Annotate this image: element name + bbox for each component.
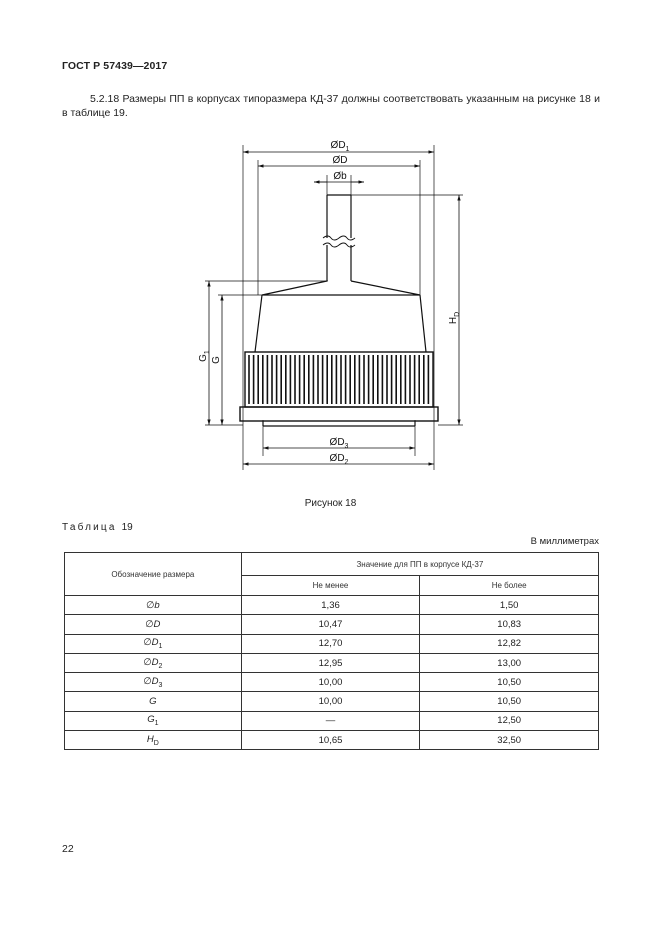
- param-subscript: 1: [158, 643, 163, 651]
- dim-label-d3-sub: 3: [344, 443, 349, 450]
- cell-max: 10,50: [420, 692, 599, 711]
- diameter-symbol: ∅: [143, 675, 152, 687]
- cell-param: [65, 615, 242, 634]
- dim-label-hd-sub: D: [454, 311, 461, 317]
- figure-caption: Рисунок 18: [304, 498, 357, 509]
- table-caption: [62, 522, 133, 533]
- header-max: Не более: [420, 576, 599, 596]
- cell-min: 10,47: [241, 615, 420, 634]
- table-row: [65, 634, 599, 653]
- param-symbol: H: [146, 733, 154, 745]
- cell-param: [65, 653, 242, 672]
- dim-label-hd: H: [448, 316, 459, 325]
- param-symbol: D: [151, 656, 159, 668]
- cell-param: [65, 692, 242, 711]
- cell-min: 12,95: [241, 653, 420, 672]
- cell-min: 10,65: [241, 731, 420, 750]
- param-symbol: D: [153, 618, 161, 630]
- cell-max: 10,50: [420, 673, 599, 692]
- cell-max: 13,00: [420, 653, 599, 672]
- dim-label-d1-sub: 1: [345, 146, 350, 153]
- svg-text:ØD1: [331, 140, 350, 153]
- param-symbol: G: [149, 696, 157, 708]
- dimensions-table: [64, 552, 599, 750]
- cell-param: [65, 596, 242, 615]
- diameter-symbol: ∅: [146, 599, 155, 611]
- header-min: Не менее: [241, 576, 420, 596]
- dim-label-b: Øb: [333, 171, 347, 182]
- dim-label-d1: ØD: [330, 140, 346, 151]
- cell-max: 10,83: [420, 615, 599, 634]
- table-row: [65, 653, 599, 672]
- cell-param: [65, 731, 242, 750]
- table-row: [65, 731, 599, 750]
- param-subscript: 2: [158, 662, 163, 670]
- param-symbol: G: [147, 714, 155, 726]
- cell-min: 10,00: [241, 692, 420, 711]
- table-row: [65, 692, 599, 711]
- cell-param: [65, 634, 242, 653]
- dim-label-g1-sub: 1: [204, 350, 211, 355]
- param-symbol: D: [151, 637, 159, 649]
- table-row: [65, 615, 599, 634]
- cell-param: [65, 673, 242, 692]
- cell-param: [65, 711, 242, 730]
- dim-label-g: G: [211, 356, 222, 364]
- dim-label-d2-sub: 2: [344, 459, 349, 466]
- header-param: Обозначение размера: [65, 553, 242, 596]
- table-caption-word: Таблица: [62, 522, 117, 533]
- section-paragraph: 5.2.18 Размеры ПП в корпусах типоразмера КД-37 должны соответствовать указанным на рисунке 18 и в таблице 19.: [62, 93, 600, 119]
- dim-label-d3: ØD: [329, 437, 345, 448]
- dim-label-g1: G: [198, 354, 209, 362]
- table-units: В миллиметрах: [530, 536, 599, 547]
- document-header: ГОСТ Р 57439—2017: [62, 60, 168, 72]
- table-row: [65, 673, 599, 692]
- param-symbol: D: [151, 675, 159, 687]
- cell-min: 12,70: [241, 634, 420, 653]
- param-subscript: D: [153, 739, 159, 747]
- param-symbol: b: [154, 599, 160, 611]
- cell-min: —: [241, 711, 420, 730]
- table-row: [65, 711, 599, 730]
- cell-min: 10,00: [241, 673, 420, 692]
- diameter-symbol: ∅: [143, 637, 152, 649]
- header-value: Значение для ПП в корпусе КД-37: [241, 553, 598, 576]
- table-body: [65, 596, 599, 750]
- table-caption-number: 19: [121, 522, 133, 533]
- cell-max: 32,50: [420, 731, 599, 750]
- cell-max: 12,82: [420, 634, 599, 653]
- param-subscript: 1: [154, 720, 159, 728]
- cell-max: 12,50: [420, 711, 599, 730]
- page-number: 22: [62, 843, 74, 855]
- diameter-symbol: ∅: [143, 656, 152, 668]
- dim-label-d: ØD: [332, 155, 348, 166]
- diameter-symbol: ∅: [145, 618, 154, 630]
- param-subscript: 3: [158, 681, 163, 689]
- cell-min: 1,36: [241, 596, 420, 615]
- dim-label-d2: ØD: [329, 453, 345, 464]
- cell-max: 1,50: [420, 596, 599, 615]
- table-row: [65, 596, 599, 615]
